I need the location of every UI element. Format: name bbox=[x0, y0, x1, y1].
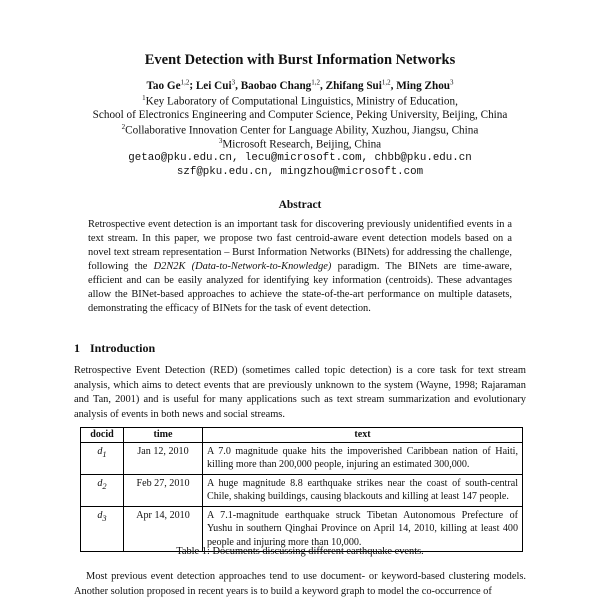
section-number: 1 bbox=[74, 341, 80, 355]
text-cell: A huge magnitude 8.8 earthquake strikes near the coast of south-central Chile, shaking buildings, causing blackouts and killing at least 147 people. bbox=[203, 474, 523, 506]
table-row bbox=[81, 506, 523, 552]
intro-paragraph: Retrospective Event Detection (RED) (sometimes called topic detection) is a core task for text stream analysis, which aims to detect events that are previously unknown to the system (Wayne, 1998; Rajaraman and Tan, 2001) and is useful for many applications such as text stream summarization and evolutionary analysis of events in both news and social streams. bbox=[74, 365, 526, 420]
author: Lei Cui$^3$ bbox=[195, 78, 236, 92]
affiliation-1-line-2: School of Electronics Engineering and Computer Science, Peking University, Beijing, China bbox=[92, 109, 508, 121]
affiliation-3: $^3$Microsoft Research, Beijing, China bbox=[218, 137, 382, 151]
table-row bbox=[81, 474, 523, 506]
documents-table bbox=[80, 427, 523, 552]
docid-cell: $d_2$ bbox=[81, 474, 124, 506]
author: Ming Zhou$^3$ bbox=[396, 78, 454, 92]
column-header-text: text bbox=[203, 428, 523, 443]
column-header-docid: docid bbox=[81, 428, 124, 443]
emails-line-2: szf@pku.edu.cn, mingzhou@microsoft.com bbox=[176, 166, 424, 178]
time-cell: Apr 14, 2010 bbox=[124, 506, 203, 552]
author: Tao Ge$^{1,2}$ bbox=[146, 78, 190, 92]
second-paragraph: Most previous event detection approaches tend to use document- or keyword-based clustering models. Another solution proposed in recent years is to build a keyword graph to model the co-occurrence of bbox=[74, 571, 526, 597]
abstract-text: Retrospective event detection is an important task for discovering previously unidentified events in a text stream. In this paper, we propose two fast centroid-aware event detection models based on a novel text stream representation – Burst Information Networks (BINets) for addressing the challenge, following the D2N2K (Data-to-Network-to-Knowledge) paradigm. The BINets are time-aware, efficient and can be easily analyzed for identifying key information (centroids). These advantages allow the BINet-based approaches to achieve the state-of-the-art performance on multiple datasets, demonstrating the efficacy of BINets for the task of event detection. bbox=[88, 219, 512, 314]
author: Baobao Chang$^{1,2}$ bbox=[240, 78, 321, 92]
table-row bbox=[81, 442, 523, 474]
table-header-row bbox=[81, 428, 523, 443]
affiliation-2: $^2$Collaborative Innovation Center for Language Ability, Xuzhou, Jiangsu, China bbox=[121, 123, 479, 137]
author: Zhifang Sui$^{1,2}$ bbox=[325, 78, 391, 92]
paper-title: Event Detection with Burst Information Networks bbox=[144, 52, 456, 68]
author-list: Tao Ge$^{1,2}$; Lei Cui$^3$, Baobao Chang$^{1,2}$, Zhifang Sui$^{1,2}$, Ming Zhou$^3$ bbox=[146, 78, 454, 92]
emails-line-1: getao@pku.edu.cn, lecu@microsoft.com, chbb@pku.edu.cn bbox=[128, 152, 472, 164]
time-cell: Jan 12, 2010 bbox=[124, 442, 203, 474]
text-cell: A 7.0 magnitude quake hits the impoverished Caribbean nation of Haiti, killing more than 200,000 people, injuring an estimated 300,000. bbox=[203, 442, 523, 474]
docid-cell: $d_1$ bbox=[81, 442, 124, 474]
time-cell: Feb 27, 2010 bbox=[124, 474, 203, 506]
section-heading bbox=[74, 341, 155, 356]
docid-cell: $d_3$ bbox=[81, 506, 124, 552]
table-caption: Table 1: Documents discussing different earthquake events. bbox=[176, 546, 424, 557]
column-header-time: time bbox=[124, 428, 203, 443]
text-cell: A 7.1-magnitude earthquake struck Tibetan Autonomous Prefecture of Yushu in southern Qinghai Province on April 14, 2010, killing at least 400 people and injuring more than 10,000. bbox=[203, 506, 523, 552]
abstract-heading: Abstract bbox=[278, 199, 322, 211]
section-title: Introduction bbox=[90, 341, 156, 355]
affiliation-1-line-1: $^1$Key Laboratory of Computational Linguistics, Ministry of Education, bbox=[142, 94, 458, 108]
